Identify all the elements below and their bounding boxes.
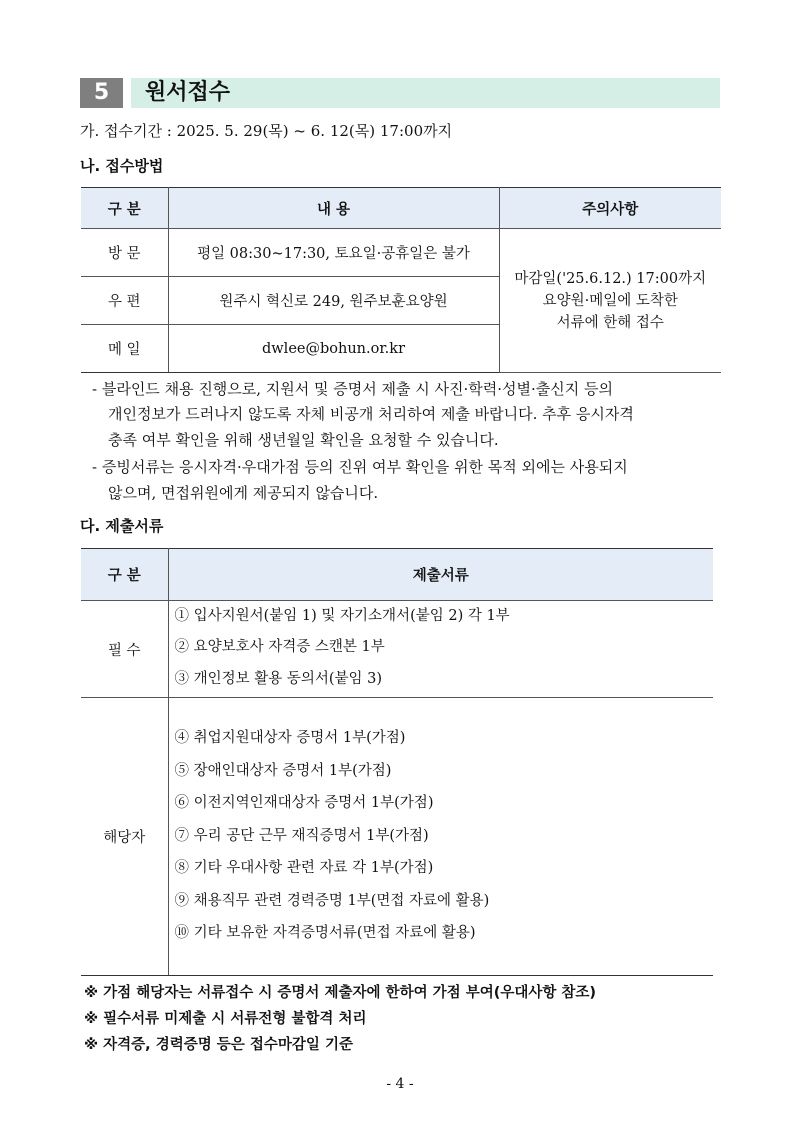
- header-caution: 주의사항: [499, 188, 721, 229]
- caution-line: 서류에 한해 접수: [556, 314, 664, 331]
- header-documents: 제출서류: [168, 549, 713, 601]
- header-type: 구 분: [81, 188, 168, 229]
- list-item: ⑩ 기타 보유한 자격증명서류(면접 자료에 활용): [174, 925, 476, 941]
- caution-cell: [499, 229, 721, 373]
- caution-line: 마감일('25.6.12.) 17:00까지: [514, 270, 707, 287]
- bullet-2-line-1: - 증빙서류는 응시자격·우대가점 등의 진위 여부 확인을 위한 목적 외에는 사용되지: [92, 458, 628, 476]
- list-item: ④ 취업지원대상자 증명서 1부(가점): [174, 730, 406, 746]
- row-type: 방 문: [81, 229, 168, 277]
- row-type: 우 편: [81, 277, 168, 325]
- method-table: [81, 187, 721, 373]
- row-content: 평일 08:30~17:30, 토요일·공휴일은 불가: [168, 229, 499, 277]
- header-content: 내 용: [168, 188, 499, 229]
- list-item: ⑦ 우리 공단 근무 재직증명서 1부(가점): [174, 827, 429, 844]
- section-title: 원서접수: [131, 78, 720, 108]
- documents-table: [81, 548, 713, 976]
- applicable-label: 해당자: [81, 698, 168, 976]
- application-period: 가. 접수기간 : 2025. 5. 29(목) ~ 6. 12(목) 17:00까지: [80, 122, 453, 140]
- note-3: ※ 자격증, 경력증명 등은 접수마감일 기준: [84, 1037, 353, 1053]
- bullet-1-line-1: - 블라인드 채용 진행으로, 지원서 및 증명서 제출 시 사진·학력·성별·출신지 등의: [92, 380, 614, 398]
- list-item: ③ 개인정보 활용 동의서(붙임 3): [174, 671, 383, 687]
- required-items: [168, 601, 713, 698]
- row-content: dwlee@bohun.or.kr: [168, 325, 499, 373]
- bullet-2-line-2: 않으며, 면접위원에게 제공되지 않습니다.: [108, 484, 379, 502]
- bullet-1-line-2: 개인정보가 드러나지 않도록 자체 비공개 처리하여 제출 바랍니다. 추후 응시자격: [108, 405, 634, 423]
- list-item: ⑥ 이전지역인재대상자 증명서 1부(가점): [174, 795, 434, 811]
- docs-heading: 다. 제출서류: [80, 517, 164, 535]
- table-header-row: [81, 549, 713, 601]
- required-row: [81, 601, 713, 698]
- note-2: ※ 필수서류 미제출 시 서류전형 불합격 처리: [84, 1011, 367, 1027]
- list-item: ⑨ 채용직무 관련 경력증명 1부(면접 자료에 활용): [174, 892, 490, 909]
- applicable-row: [81, 698, 713, 976]
- section-header: [80, 78, 720, 108]
- caution-line: 요양원·메일에 도착한: [542, 292, 678, 309]
- page-number: - 4 -: [386, 1076, 414, 1092]
- row-content: 원주시 혁신로 249, 원주보훈요양원: [168, 277, 499, 325]
- section-number: 5: [80, 78, 123, 108]
- required-label: 필 수: [81, 601, 168, 698]
- method-heading: 나. 접수방법: [80, 157, 164, 175]
- note-1: ※ 가점 해당자는 서류접수 시 증명서 제출자에 한하여 가점 부여(우대사항 참조): [84, 985, 597, 1001]
- list-item: ② 요양보호사 자격증 스캔본 1부: [174, 639, 385, 655]
- applicable-items: [168, 698, 713, 976]
- table-row: [81, 229, 721, 277]
- bullet-1-line-3: 충족 여부 확인을 위해 생년월일 확인을 요청할 수 있습니다.: [108, 431, 499, 449]
- row-type: 메 일: [81, 325, 168, 373]
- list-item: ⑤ 장애인대상자 증명서 1부(가점): [174, 762, 392, 779]
- table-header-row: [81, 188, 721, 229]
- list-item: ① 입사지원서(붙임 1) 및 자기소개서(붙임 2) 각 1부: [174, 608, 510, 624]
- header-type: 구 분: [81, 549, 168, 601]
- list-item: ⑧ 기타 우대사항 관련 자료 각 1부(가점): [174, 860, 434, 876]
